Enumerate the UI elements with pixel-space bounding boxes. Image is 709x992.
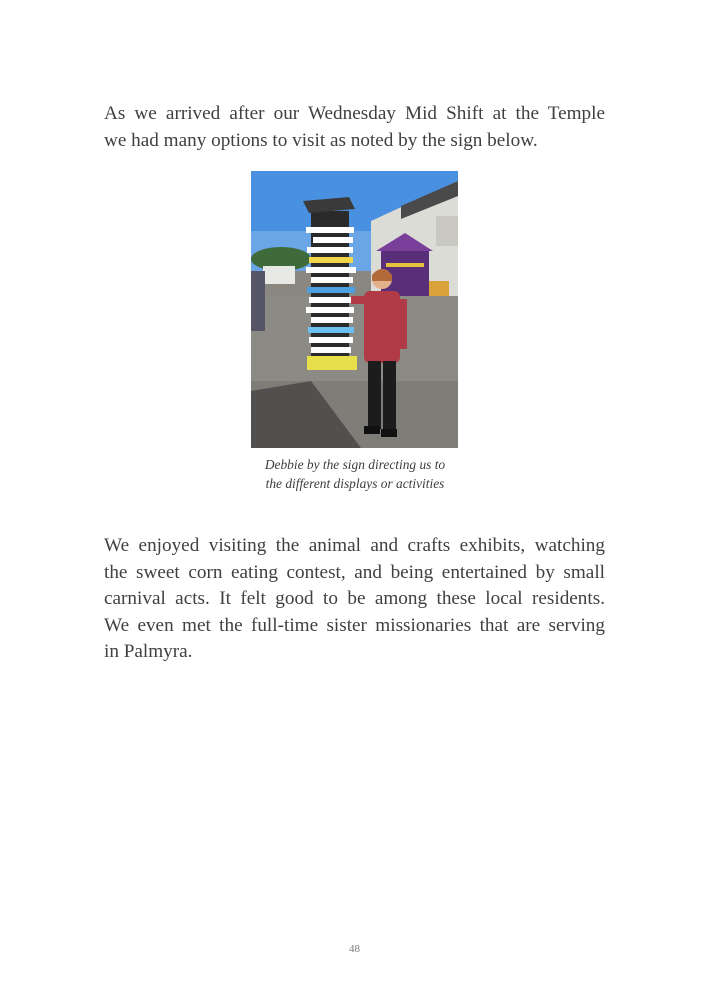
paragraph-line: in Palmyra. bbox=[104, 641, 193, 662]
intro-paragraph bbox=[104, 101, 605, 154]
paragraph-line: carnival acts. It felt good to be among these local residents. bbox=[104, 588, 605, 609]
page-number: 48 bbox=[349, 943, 360, 955]
paragraph-line: We enjoyed visiting the animal and crafts exhibits, watching bbox=[104, 535, 605, 556]
paragraph-line: we had many options to visit as noted by the sign below. bbox=[104, 129, 538, 151]
paragraph-line: the sweet corn eating contest, and being entertained by small bbox=[104, 561, 605, 583]
paragraph-line: As we arrived after our Wednesday Mid Shift at the Temple bbox=[104, 103, 605, 124]
fair-photo bbox=[251, 171, 458, 448]
photo-caption bbox=[230, 455, 480, 493]
body-paragraph bbox=[104, 533, 605, 666]
paragraph-line: We even met the full-time sister missionaries that are serving bbox=[104, 614, 605, 636]
caption-line: Debbie by the sign directing us to bbox=[264, 457, 446, 472]
caption-line: the different displays or activities bbox=[265, 476, 445, 491]
